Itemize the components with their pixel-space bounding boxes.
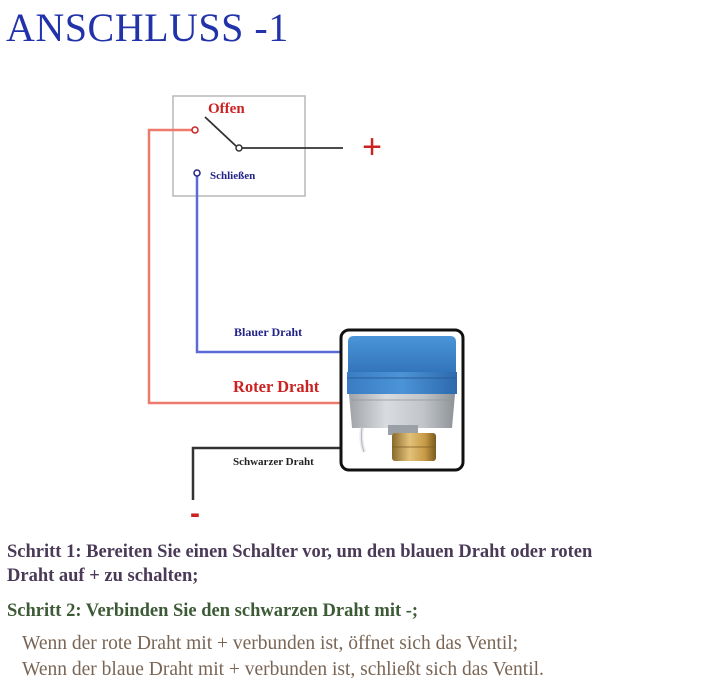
common-terminal: [236, 145, 242, 151]
switch-lever: [205, 117, 236, 146]
switch-close-label: Schließen: [210, 170, 256, 182]
page-title: ANSCHLUSS -1: [6, 5, 289, 50]
blue-wire-label: Blauer Draht: [234, 325, 303, 339]
close-terminal: [194, 170, 200, 176]
note-red-wire: Wenn der rote Draht mit + verbunden ist, öffnet sich das Ventil;: [22, 633, 519, 654]
red-wire-label: Roter Draht: [233, 377, 320, 396]
step-1-line-1: Schritt 1: Bereiten Sie einen Schalter vor, um den blauen Draht oder roten: [7, 542, 593, 562]
black-wire-label: Schwarzer Draht: [233, 456, 314, 468]
step-2: Schritt 2: Verbinden Sie den schwarzen Draht mit -;: [7, 601, 419, 621]
minus-sign: -: [190, 497, 200, 530]
instructions: [7, 540, 719, 683]
open-terminal: [192, 127, 198, 133]
step-1-line-2: Draht auf + zu schalten;: [7, 566, 199, 586]
note-blue-wire: Wenn der blaue Draht mit + verbunden ist, schließt sich das Ventil.: [22, 659, 544, 680]
switch-open-label: Offen: [208, 101, 245, 117]
plus-sign: +: [362, 128, 382, 166]
